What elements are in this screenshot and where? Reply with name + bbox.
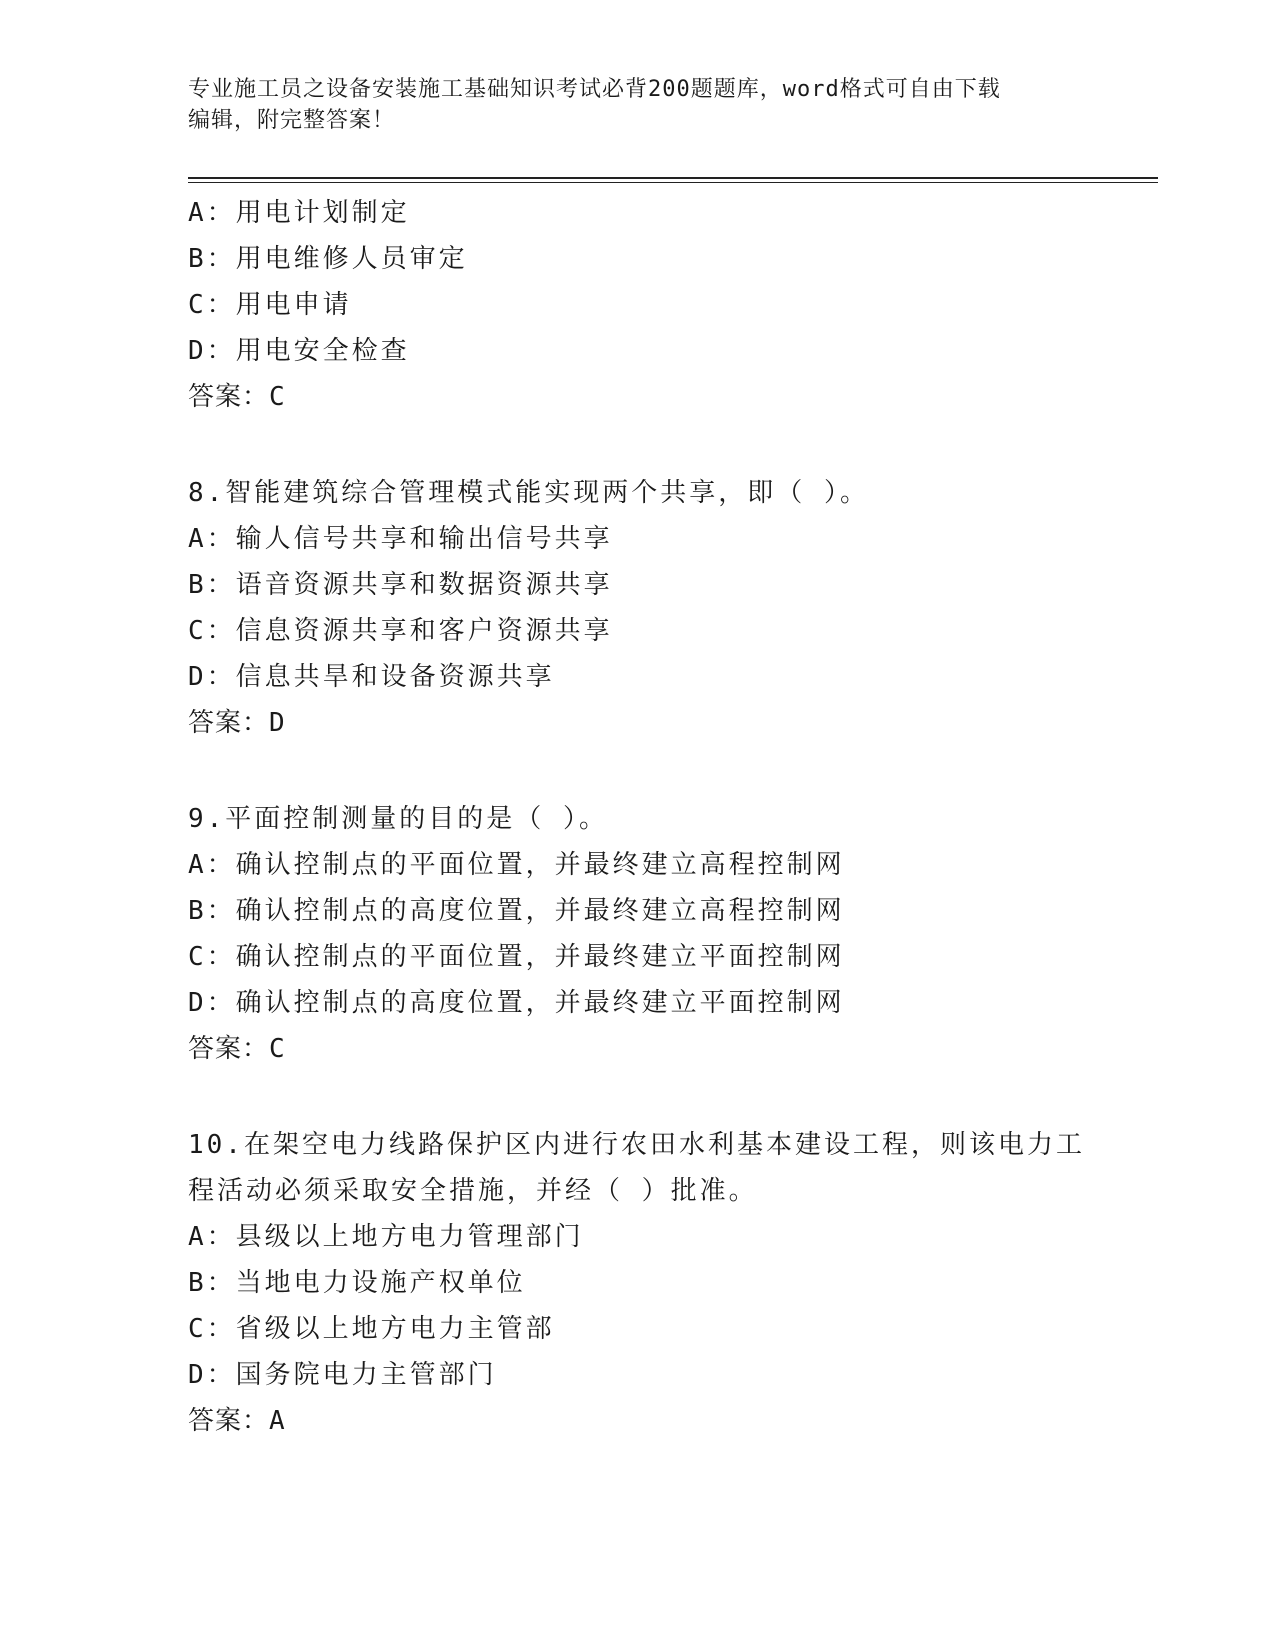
header-title-line-2: 编辑，附完整答案！ [188,108,396,133]
question-stem: 8.智能建筑综合管理模式能实现两个共享，即（ ）。 [188,478,869,508]
question-stem-line-2: 程活动必须采取安全措施，并经（ ）批准。 [188,1176,758,1206]
question-spacer [188,746,1148,796]
option-d: D：国务院电力主管部门 [188,1360,497,1390]
question-7 [188,190,1148,420]
answer-line [188,374,1148,420]
answer-label: 答案： [188,1034,270,1064]
header-title-line-1: 专业施工员之设备安装施工基础知识考试必背200题题库，word格式可自由下载 [188,77,1001,102]
answer-label: 答案： [188,382,270,412]
option-a: A：县级以上地方电力管理部门 [188,1222,584,1252]
option-d: D：确认控制点的高度位置，并最终建立平面控制网 [188,988,845,1018]
answer-value: C [269,382,286,412]
option-b: B：确认控制点的高度位置，并最终建立高程控制网 [188,896,845,926]
option-c: C：确认控制点的平面位置，并最终建立平面控制网 [188,942,845,972]
answer-value: D [269,708,286,738]
answer-line [188,1398,1148,1444]
question-spacer [188,1072,1148,1122]
option-b: B：语音资源共享和数据资源共享 [188,570,613,600]
question-stem-line-1: 10.在架空电力线路保护区内进行农田水利基本建设工程，则该电力工 [188,1130,1085,1160]
answer-line [188,1026,1148,1072]
question-stem: 9.平面控制测量的目的是（ ）。 [188,804,608,834]
option-a: A：确认控制点的平面位置，并最终建立高程控制网 [188,850,845,880]
option-d: D：用电安全检查 [188,336,410,366]
option-a: A：输人信号共享和输出信号共享 [188,524,613,554]
header-divider-thick [188,177,1158,179]
question-10 [188,1122,1148,1444]
question-list [188,190,1148,1444]
option-b: B：当地电力设施产权单位 [188,1268,526,1298]
answer-label: 答案： [188,708,270,738]
option-c: C：信息资源共享和客户资源共享 [188,616,613,646]
option-c: C：用电申请 [188,290,352,320]
question-9 [188,796,1148,1072]
answer-value: C [269,1034,286,1064]
header-divider-thin [188,182,1158,183]
option-b: B：用电维修人员审定 [188,244,468,274]
option-c: C：省级以上地方电力主管部 [188,1314,555,1344]
document-header [188,74,1068,136]
answer-value: A [269,1406,286,1436]
question-8 [188,470,1148,746]
question-spacer [188,420,1148,470]
option-a: A：用电计划制定 [188,198,410,228]
answer-label: 答案： [188,1406,270,1436]
option-d: D：信息共旱和设备资源共享 [188,662,555,692]
answer-line [188,700,1148,746]
